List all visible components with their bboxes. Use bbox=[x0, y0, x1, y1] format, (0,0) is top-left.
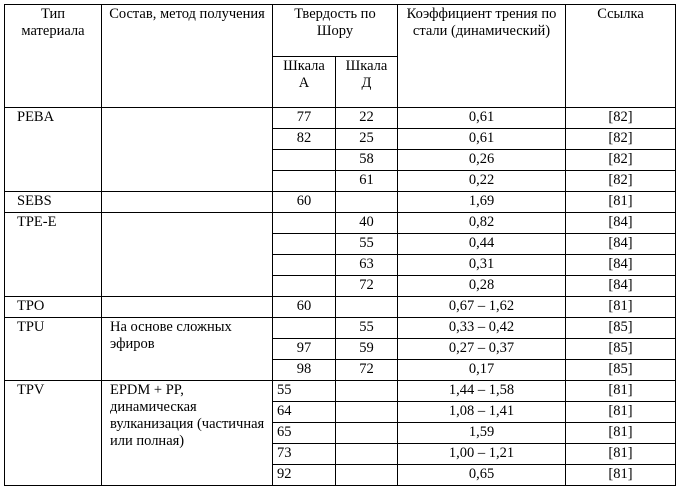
reference-cell: [85] bbox=[566, 339, 676, 360]
friction-cell: 0,61 bbox=[398, 129, 566, 150]
shore-d-cell: 55 bbox=[336, 318, 398, 339]
friction-cell: 1,69 bbox=[398, 192, 566, 213]
header-scale-a: Шкала А bbox=[273, 57, 336, 108]
shore-a-cell: 65 bbox=[273, 423, 336, 444]
header-composition: Состав, метод получения bbox=[102, 5, 273, 108]
friction-cell: 0,27 – 0,37 bbox=[398, 339, 566, 360]
shore-d-cell: 72 bbox=[336, 276, 398, 297]
material-cell: PEBA bbox=[5, 108, 102, 192]
reference-cell: [82] bbox=[566, 108, 676, 129]
shore-a-cell bbox=[273, 276, 336, 297]
shore-d-cell bbox=[336, 423, 398, 444]
material-cell: TPE-E bbox=[5, 213, 102, 297]
friction-cell: 1,59 bbox=[398, 423, 566, 444]
header-scale-d: Шкала Д bbox=[336, 57, 398, 108]
friction-cell: 0,61 bbox=[398, 108, 566, 129]
friction-cell: 1,08 – 1,41 bbox=[398, 402, 566, 423]
friction-cell: 1,00 – 1,21 bbox=[398, 444, 566, 465]
shore-d-cell: 55 bbox=[336, 234, 398, 255]
shore-a-cell: 64 bbox=[273, 402, 336, 423]
composition-cell bbox=[102, 108, 273, 192]
table-row bbox=[5, 318, 676, 339]
friction-cell: 0,22 bbox=[398, 171, 566, 192]
materials-table bbox=[4, 4, 676, 486]
composition-cell: EPDM + PP, динамическая вулканизация (частичная или полная) bbox=[102, 381, 273, 486]
friction-cell: 0,33 – 0,42 bbox=[398, 318, 566, 339]
composition-cell bbox=[102, 213, 273, 297]
reference-cell: [81] bbox=[566, 465, 676, 486]
friction-cell: 0,31 bbox=[398, 255, 566, 276]
table-row bbox=[5, 381, 676, 402]
reference-cell: [81] bbox=[566, 423, 676, 444]
reference-cell: [81] bbox=[566, 192, 676, 213]
table-row bbox=[5, 108, 676, 129]
reference-cell: [84] bbox=[566, 213, 676, 234]
shore-d-cell: 59 bbox=[336, 339, 398, 360]
reference-cell: [84] bbox=[566, 234, 676, 255]
composition-cell bbox=[102, 192, 273, 213]
reference-cell: [84] bbox=[566, 276, 676, 297]
shore-d-cell bbox=[336, 381, 398, 402]
shore-a-cell bbox=[273, 318, 336, 339]
reference-cell: [82] bbox=[566, 171, 676, 192]
table-row bbox=[5, 297, 676, 318]
material-cell: TPV bbox=[5, 381, 102, 486]
shore-d-cell bbox=[336, 192, 398, 213]
friction-cell: 0,26 bbox=[398, 150, 566, 171]
shore-d-cell: 40 bbox=[336, 213, 398, 234]
reference-cell: [84] bbox=[566, 255, 676, 276]
material-cell: TPU bbox=[5, 318, 102, 381]
table-row bbox=[5, 192, 676, 213]
header-friction: Коэффициент трения по стали (динамический) bbox=[398, 5, 566, 108]
friction-cell: 1,44 – 1,58 bbox=[398, 381, 566, 402]
shore-d-cell bbox=[336, 465, 398, 486]
shore-a-cell: 60 bbox=[273, 297, 336, 318]
shore-d-cell: 63 bbox=[336, 255, 398, 276]
friction-cell: 0,28 bbox=[398, 276, 566, 297]
reference-cell: [85] bbox=[566, 318, 676, 339]
header-material: Тип материала bbox=[5, 5, 102, 108]
shore-a-cell bbox=[273, 171, 336, 192]
shore-a-cell bbox=[273, 255, 336, 276]
shore-a-cell: 77 bbox=[273, 108, 336, 129]
material-cell: TPO bbox=[5, 297, 102, 318]
shore-a-cell: 60 bbox=[273, 192, 336, 213]
shore-a-cell: 55 bbox=[273, 381, 336, 402]
shore-d-cell: 25 bbox=[336, 129, 398, 150]
reference-cell: [85] bbox=[566, 360, 676, 381]
composition-cell bbox=[102, 297, 273, 318]
shore-a-cell: 98 bbox=[273, 360, 336, 381]
composition-cell: На основе сложных эфиров bbox=[102, 318, 273, 381]
shore-d-cell: 22 bbox=[336, 108, 398, 129]
shore-d-cell: 72 bbox=[336, 360, 398, 381]
friction-cell: 0,44 bbox=[398, 234, 566, 255]
shore-d-cell bbox=[336, 444, 398, 465]
shore-d-cell: 61 bbox=[336, 171, 398, 192]
reference-cell: [81] bbox=[566, 297, 676, 318]
material-cell: SEBS bbox=[5, 192, 102, 213]
reference-cell: [81] bbox=[566, 381, 676, 402]
header-reference: Ссылка bbox=[566, 5, 676, 108]
shore-a-cell: 82 bbox=[273, 129, 336, 150]
shore-d-cell bbox=[336, 297, 398, 318]
shore-a-cell bbox=[273, 234, 336, 255]
shore-d-cell: 58 bbox=[336, 150, 398, 171]
table-row bbox=[5, 213, 676, 234]
friction-cell: 0,65 bbox=[398, 465, 566, 486]
shore-a-cell bbox=[273, 213, 336, 234]
reference-cell: [82] bbox=[566, 150, 676, 171]
friction-cell: 0,67 – 1,62 bbox=[398, 297, 566, 318]
reference-cell: [81] bbox=[566, 444, 676, 465]
reference-cell: [82] bbox=[566, 129, 676, 150]
shore-d-cell bbox=[336, 402, 398, 423]
shore-a-cell: 92 bbox=[273, 465, 336, 486]
header-hardness: Твердость по Шору bbox=[273, 5, 398, 57]
shore-a-cell bbox=[273, 150, 336, 171]
friction-cell: 0,17 bbox=[398, 360, 566, 381]
reference-cell: [81] bbox=[566, 402, 676, 423]
shore-a-cell: 73 bbox=[273, 444, 336, 465]
shore-a-cell: 97 bbox=[273, 339, 336, 360]
friction-cell: 0,82 bbox=[398, 213, 566, 234]
